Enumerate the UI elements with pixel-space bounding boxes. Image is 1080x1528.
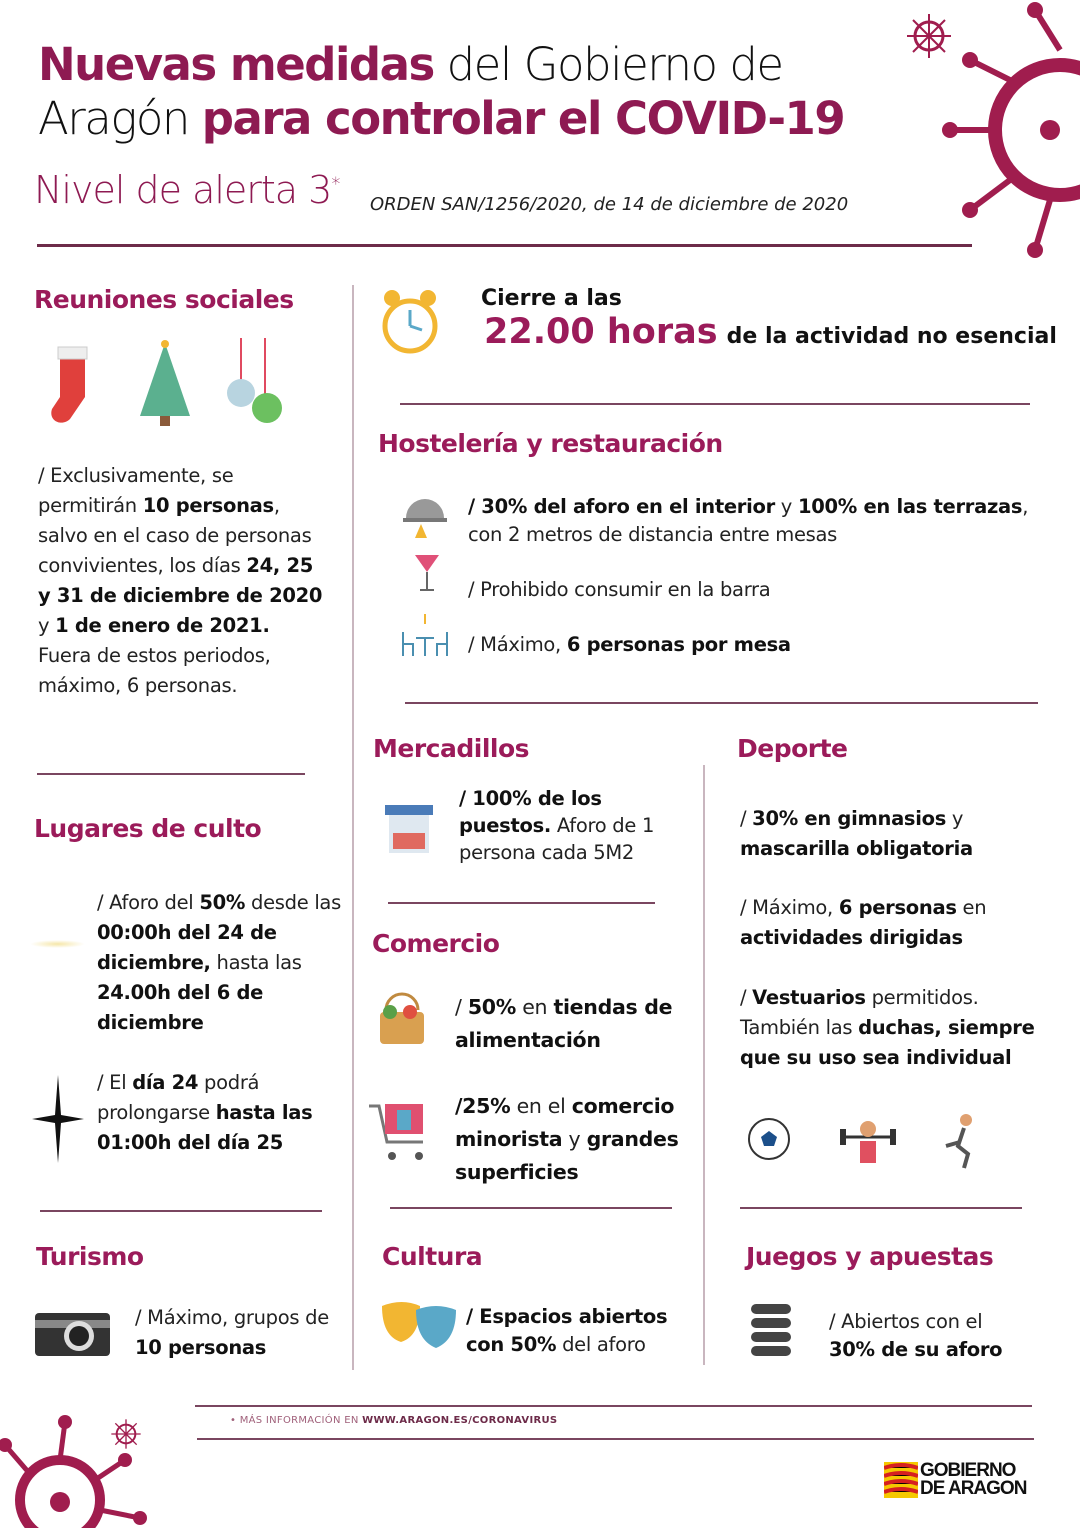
text-segment: 6 personas por mesa <box>566 633 791 656</box>
food-basket-icon <box>376 990 428 1048</box>
column-divider <box>703 765 705 1365</box>
turismo-text <box>135 1303 335 1363</box>
small-virus-icon <box>110 1418 142 1450</box>
runner-icon <box>942 1112 982 1170</box>
text-segment: actividades dirigidas <box>740 926 963 949</box>
text-segment: para controlar el COVID-19 <box>201 92 845 145</box>
text-segment: / <box>455 995 468 1019</box>
text-segment: Aforo de 1 persona cada 5M2 <box>459 814 655 864</box>
order-reference: ORDEN SAN/1256/2020, de 14 de diciembre de 2020 <box>370 194 849 215</box>
glow-icon <box>30 940 85 948</box>
ornaments-icon <box>225 338 285 428</box>
christmas-tree-icon <box>135 338 195 428</box>
text-segment: / Exclusivamente, se permitirán <box>38 464 234 517</box>
divider <box>405 702 1038 704</box>
text-segment: / El <box>97 1071 133 1094</box>
text-segment: 10 personas <box>142 494 274 517</box>
text-segment: y <box>38 614 56 637</box>
text-segment: grandes superficies <box>455 1127 679 1184</box>
more-info: • MÁS INFORMACIÓN EN WWW.ARAGON.ES/CORONAVIRUS <box>230 1415 558 1426</box>
hosteleria-item-3 <box>468 630 968 660</box>
text-segment: , salvo en el caso de personas convivientes, los días <box>38 494 312 577</box>
text-segment: / <box>740 807 753 830</box>
culto-item-2 <box>97 1068 337 1158</box>
text-segment: / Máximo, <box>740 896 839 919</box>
cocktail-icon <box>413 550 441 594</box>
text-segment: 50% <box>467 995 516 1019</box>
aragon-flag-icon <box>884 1462 918 1498</box>
heading-juegos: Juegos y apuestas <box>746 1242 994 1271</box>
juegos-text <box>829 1308 1029 1364</box>
text-segment: podrá prolongarse <box>97 1071 260 1124</box>
divider <box>390 1207 672 1209</box>
star-icon <box>32 1075 84 1163</box>
text-segment: hasta las <box>210 951 302 974</box>
divider <box>37 244 972 247</box>
text-segment: 10 personas <box>135 1336 267 1359</box>
text-segment: del Gobierno de <box>433 38 783 91</box>
text-segment: / Abiertos con el <box>829 1310 983 1333</box>
text-segment: 30% de su aforo <box>829 1338 1003 1361</box>
cierre-time-block <box>484 312 1057 352</box>
text-segment: Nuevas medidas <box>38 38 434 91</box>
text-segment: 1 de enero de 2021. <box>55 614 270 637</box>
text-segment: / <box>740 986 753 1009</box>
deporte-item-1 <box>740 804 1040 864</box>
text-segment: 50% <box>199 891 246 914</box>
divider <box>40 1210 322 1212</box>
column-divider <box>352 285 354 1370</box>
heading-reuniones: Reuniones sociales <box>34 285 294 314</box>
theater-masks-icon <box>380 1300 458 1352</box>
text-segment: desde las <box>245 891 341 914</box>
camera-icon <box>35 1308 110 1356</box>
comercio-item-2 <box>455 1090 700 1189</box>
text-segment: tiendas de alimentación <box>455 995 673 1052</box>
text-segment: / 100% de los puestos. <box>459 787 602 837</box>
poker-chips-icon <box>748 1300 794 1360</box>
heading-hosteleria: Hostelería y restauración <box>378 429 723 458</box>
text-segment: y <box>562 1127 587 1151</box>
text-segment: en el <box>510 1094 572 1118</box>
cierre-rest: de la actividad no esencial <box>726 324 1057 349</box>
text-segment: 100% en las terrazas <box>797 495 1023 518</box>
weightlifter-icon <box>838 1117 898 1167</box>
hosteleria-item-2 <box>468 575 968 605</box>
text-segment: y <box>946 807 964 830</box>
divider <box>195 1405 1032 1407</box>
text-segment: 24.00h del 6 de diciembre <box>97 981 264 1034</box>
virus-icon <box>940 0 1080 260</box>
text-segment: 24, 25 y 31 de diciembre de 2020 <box>38 554 323 607</box>
text-segment: día 24 <box>132 1071 199 1094</box>
text-segment: /25% <box>455 1094 511 1118</box>
cultura-text <box>466 1303 691 1359</box>
text-segment: 6 personas <box>838 896 957 919</box>
heading-turismo: Turismo <box>36 1242 144 1271</box>
text-segment: / Espacios abiertos con 50% <box>466 1305 668 1356</box>
heading-culto: Lugares de culto <box>34 814 262 843</box>
heading-mercadillos: Mercadillos <box>373 734 530 763</box>
divider <box>197 1438 1034 1440</box>
text-segment: / 30% del aforo en el interior <box>468 495 775 518</box>
text-segment: Vestuarios <box>752 986 866 1009</box>
text-segment: del aforo <box>556 1333 646 1356</box>
text-segment: Fuera de estos periodos, máximo, 6 personas. <box>38 644 271 697</box>
divider <box>400 403 1030 405</box>
mercadillos-text <box>459 785 674 866</box>
cierre-line1: Cierre a las <box>481 286 622 311</box>
divider <box>388 902 655 904</box>
cloche-icon <box>403 490 448 540</box>
more-info-link[interactable]: WWW.ARAGON.ES/CORONAVIRUS <box>362 1415 558 1426</box>
text-segment: / Prohibido consumir en la barra <box>468 578 771 601</box>
stocking-icon <box>45 342 95 426</box>
text-segment: / Aforo del <box>97 891 200 914</box>
small-virus-icon <box>905 12 953 60</box>
reuniones-text <box>38 461 323 701</box>
alert-level: Nivel de alerta 3* <box>34 168 340 212</box>
page-title <box>38 38 844 146</box>
deporte-item-3 <box>740 983 1060 1073</box>
cierre-time: 22.00 horas <box>484 312 718 352</box>
divider <box>740 1207 1022 1209</box>
text-segment: / Máximo, <box>468 633 567 656</box>
text-segment: / Máximo, grupos de <box>135 1306 329 1329</box>
divider <box>37 773 305 775</box>
heading-comercio: Comercio <box>372 929 500 958</box>
text-segment: 00:00h del 24 de diciembre, <box>97 921 277 974</box>
market-stall-icon <box>383 803 435 855</box>
hosteleria-item-1 <box>468 493 1038 549</box>
soccer-ball-icon <box>747 1117 791 1161</box>
heading-cultura: Cultura <box>382 1242 483 1271</box>
text-segment: mascarilla obligatoria <box>740 837 973 860</box>
text-segment: en <box>516 995 554 1019</box>
comercio-item-1 <box>455 991 695 1057</box>
text-segment: comercio minorista <box>455 1094 675 1151</box>
text-segment: Aragón <box>38 92 202 145</box>
text-segment: 30% en gimnasios <box>752 807 947 830</box>
alarm-clock-icon <box>380 284 440 359</box>
culto-item-1 <box>97 888 347 1038</box>
gobierno-aragon-logo: GOBIERNO DE ARAGON <box>884 1462 1026 1498</box>
deporte-item-2 <box>740 893 1040 953</box>
text-segment: en <box>956 896 987 919</box>
text-segment: permitidos. También las <box>740 986 979 1039</box>
text-segment: duchas, siempre que su uso sea individual <box>740 1016 1035 1069</box>
heading-deporte: Deporte <box>737 734 848 763</box>
table-chairs-icon <box>400 612 450 658</box>
text-segment: y <box>774 495 798 518</box>
shopping-cart-icon <box>367 1100 432 1166</box>
text-segment: hasta las 01:00h del día 25 <box>97 1101 313 1154</box>
text-segment: , con 2 metros de distancia entre mesas <box>468 495 1029 546</box>
